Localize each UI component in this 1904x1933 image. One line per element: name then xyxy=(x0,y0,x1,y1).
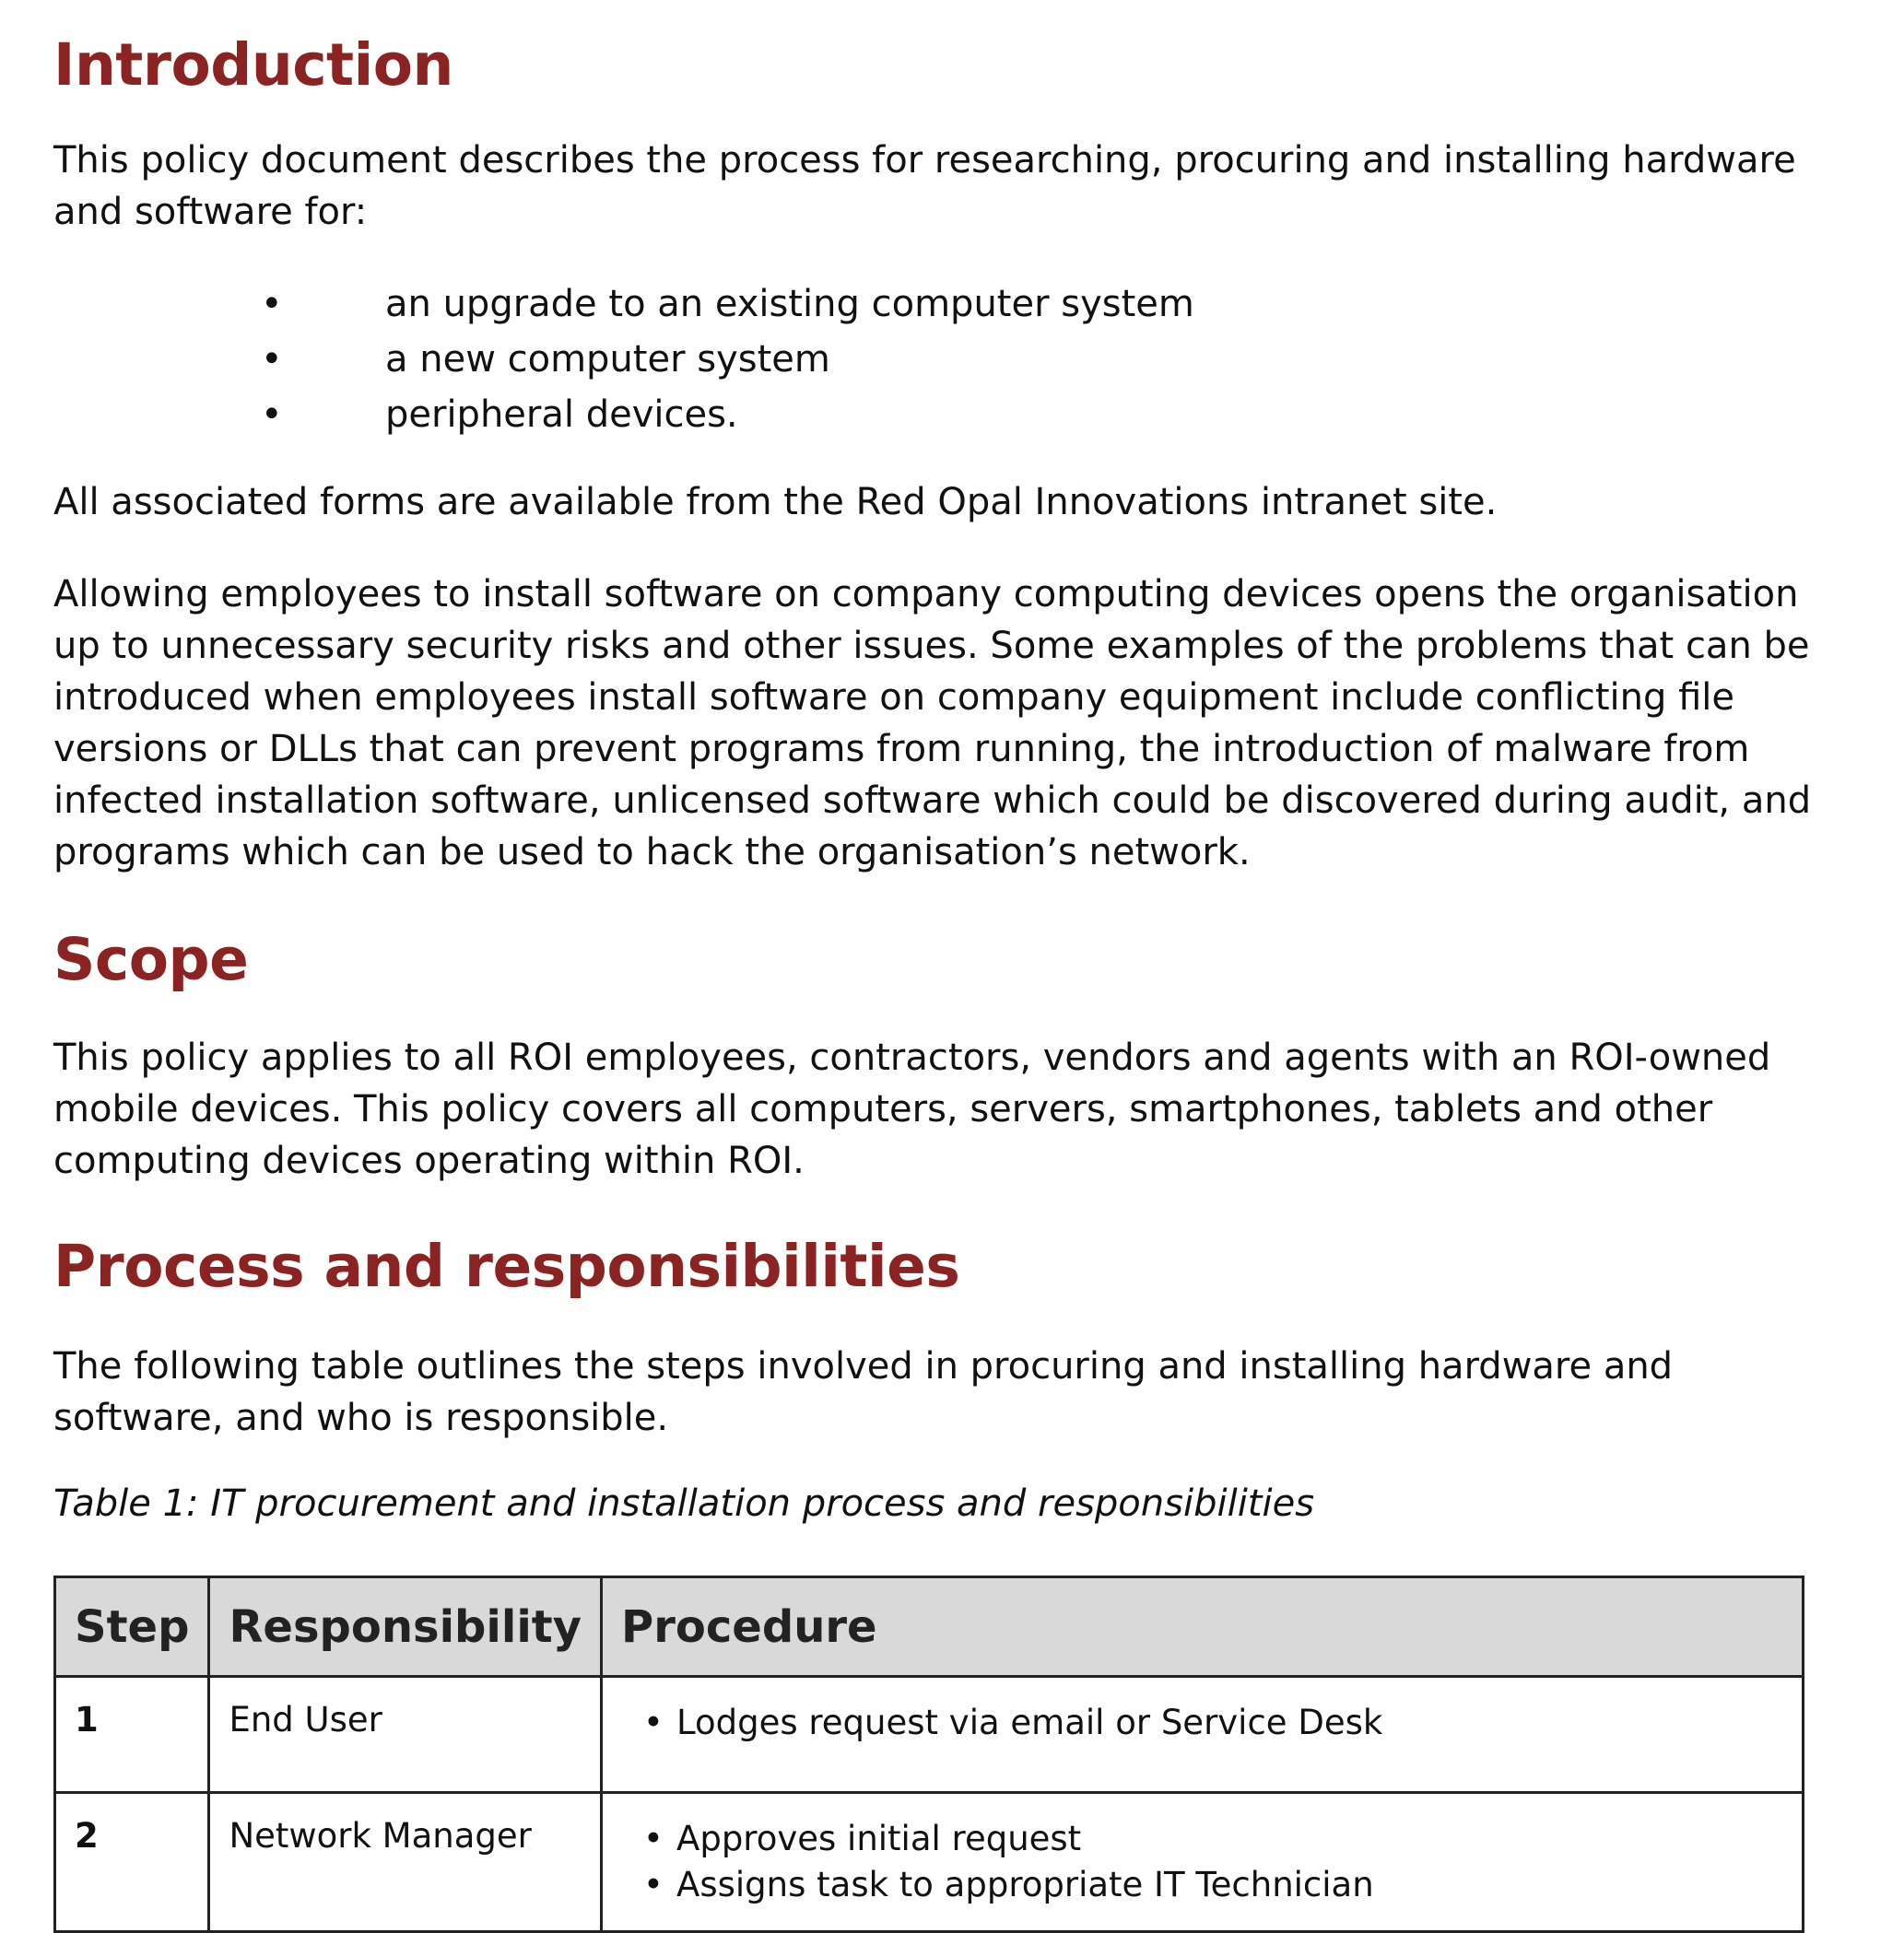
list-item: • Approves initial request xyxy=(676,1816,1783,1862)
introduction-heading: Introduction xyxy=(53,31,453,99)
introduction-bullet-list xyxy=(261,276,1194,442)
list-item-text: peripheral devices. xyxy=(385,393,738,436)
scope-heading: Scope xyxy=(53,926,249,993)
risk-paragraph: Allowing employees to install software on company computing devices opens the organisation up to unnecessary security risks and other issues. Some examples of the problems that can be introduced when employees install software on company equipment include conflicting file versions or DLLs that can prevent programs from running, the introduction of malware from infected installation software, unlicensed software which could be discovered during audit, and programs which can be used to hack the organisation’s network. xyxy=(53,573,1812,873)
procedure-cell xyxy=(602,1677,1804,1793)
list-item xyxy=(261,332,1194,387)
table-header-row xyxy=(55,1577,1804,1677)
forms-paragraph: All associated forms are available from the Red Opal Innovations intranet site. xyxy=(53,481,1498,523)
table-row xyxy=(55,1677,1804,1793)
list-item xyxy=(261,387,1194,442)
process-heading: Process and responsibilities xyxy=(53,1233,960,1300)
list-item: • Lodges request via email or Service Desk xyxy=(676,1700,1783,1746)
table-row xyxy=(55,1793,1804,1932)
bullet-icon: • xyxy=(261,338,283,381)
header-step: Step xyxy=(55,1577,209,1677)
responsibility-cell: Network Manager xyxy=(209,1793,602,1932)
responsibility-cell: End User xyxy=(209,1677,602,1793)
list-item-text: a new computer system xyxy=(385,338,830,381)
step-cell: 1 xyxy=(55,1677,209,1793)
list-item: • Assigns task to appropriate IT Technician xyxy=(676,1862,1783,1908)
header-procedure: Procedure xyxy=(602,1577,1804,1677)
bullet-icon: • xyxy=(261,283,283,325)
procedure-list xyxy=(621,1816,1783,1908)
step-cell: 2 xyxy=(55,1793,209,1932)
list-item-text: an upgrade to an existing computer system xyxy=(385,283,1194,325)
introduction-paragraph: This policy document describes the process for researching, procuring and installing hardware and software for: xyxy=(53,139,1796,233)
header-responsibility: Responsibility xyxy=(209,1577,602,1677)
procedure-list xyxy=(621,1700,1783,1746)
procurement-table xyxy=(53,1576,1804,1933)
list-item xyxy=(261,276,1194,332)
process-paragraph: The following table outlines the steps involved in procuring and installing hardware and software, and who is responsible. xyxy=(53,1345,1674,1439)
bullet-icon: • xyxy=(261,393,283,436)
scope-paragraph: This policy applies to all ROI employees, contractors, vendors and agents with an ROI-owned mobile devices. This policy covers all computers, servers, smartphones, tablets and other computing devices operating within ROI. xyxy=(53,1037,1771,1182)
procedure-cell xyxy=(602,1793,1804,1932)
table-caption: Table 1: IT procurement and installation process and responsibilities xyxy=(53,1482,1315,1525)
